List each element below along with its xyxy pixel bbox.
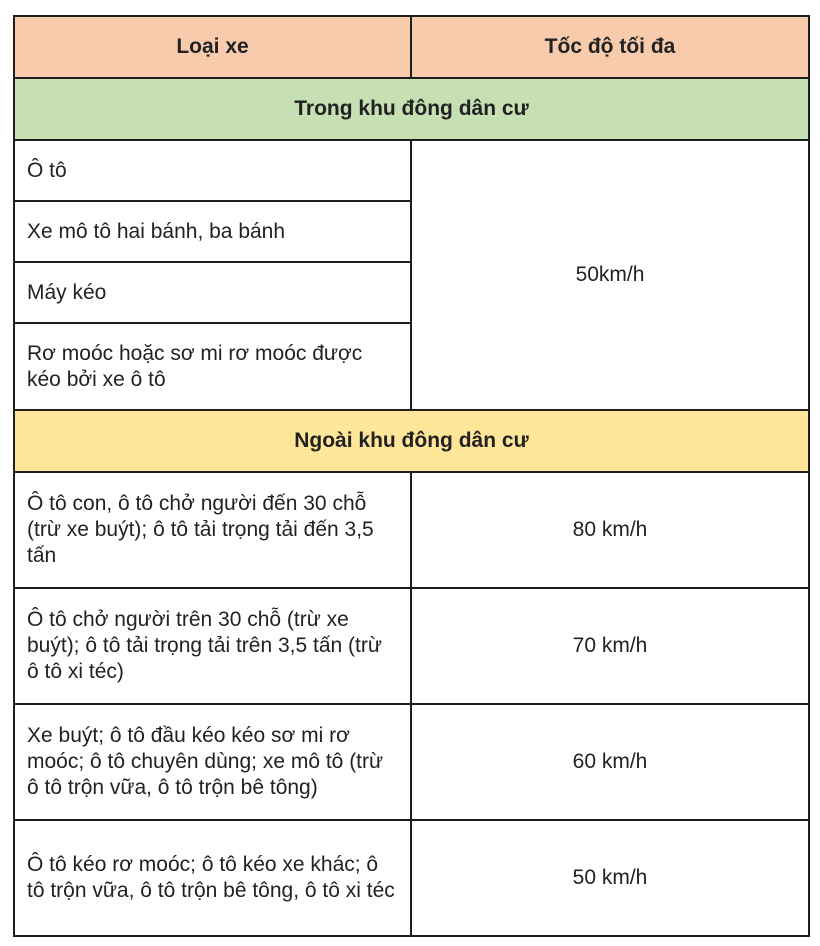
vehicle-cell: Xe mô tô hai bánh, ba bánh — [14, 201, 411, 262]
speed-limit-table — [13, 15, 810, 937]
section-title-urban: Trong khu đông dân cư — [14, 78, 809, 140]
header-row — [14, 16, 809, 78]
vehicle-cell: Ô tô — [14, 140, 411, 201]
section-title-rural: Ngoài khu đông dân cư — [14, 410, 809, 472]
table-row — [14, 140, 809, 201]
speed-cell: 70 km/h — [411, 588, 809, 704]
speed-cell: 50 km/h — [411, 820, 809, 936]
table-row — [14, 704, 809, 820]
table-row — [14, 588, 809, 704]
vehicle-cell: Máy kéo — [14, 262, 411, 323]
speed-cell: 60 km/h — [411, 704, 809, 820]
header-max-speed: Tốc độ tối đa — [411, 16, 809, 78]
table-row — [14, 472, 809, 588]
vehicle-cell: Rơ moóc hoặc sơ mi rơ moóc được kéo bởi xe ô tô — [14, 323, 411, 410]
header-vehicle-type: Loại xe — [14, 16, 411, 78]
vehicle-cell: Xe buýt; ô tô đầu kéo kéo sơ mi rơ moóc; ô tô chuyên dùng; xe mô tô (trừ ô tô trộn vữa, ô tô trộn bê tông) — [14, 704, 411, 820]
table-row — [14, 820, 809, 936]
section-row-rural — [14, 410, 809, 472]
vehicle-cell: Ô tô con, ô tô chở người đến 30 chỗ (trừ xe buýt); ô tô tải trọng tải đến 3,5 tấn — [14, 472, 411, 588]
speed-cell: 80 km/h — [411, 472, 809, 588]
section-row-urban — [14, 78, 809, 140]
vehicle-cell: Ô tô chở người trên 30 chỗ (trừ xe buýt); ô tô tải trọng tải trên 3,5 tấn (trừ ô tô xi téc) — [14, 588, 411, 704]
speed-cell-urban: 50km/h — [411, 140, 809, 410]
vehicle-cell: Ô tô kéo rơ moóc; ô tô kéo xe khác; ô tô trộn vữa, ô tô trộn bê tông, ô tô xi téc — [14, 820, 411, 936]
